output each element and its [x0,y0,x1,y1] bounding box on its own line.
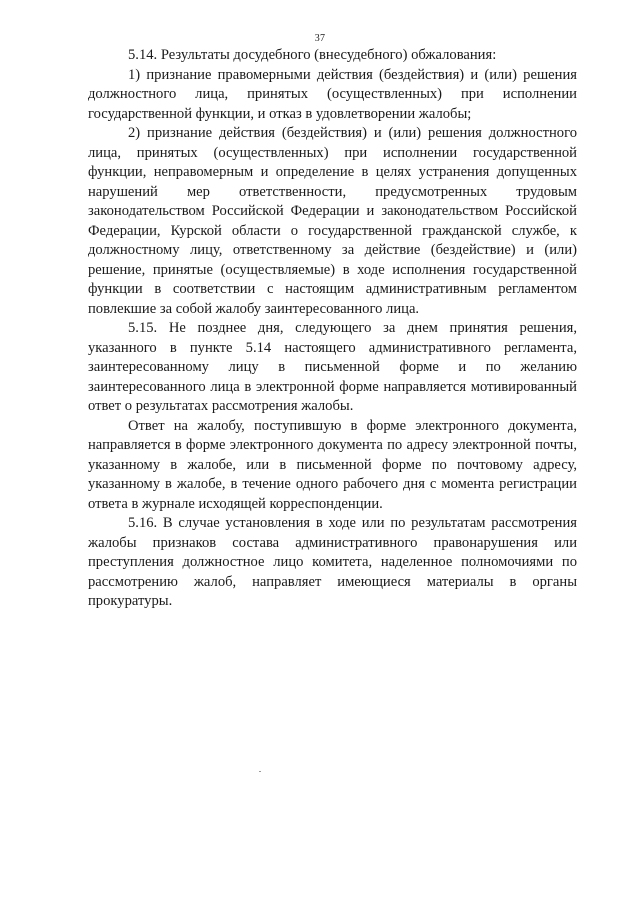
paragraph-response-delivery: Ответ на жалобу, поступившую в форме электронного документа, направляется в форме электронного документа по адресу электронной почты, указанному в жалобе, или в письменной форме по почтовому адресу, указанному в жалобе, в течение одного рабочего дня с момента регистрации ответа в журнале исходящей корреспонденции. [88,417,577,512]
page-number: 37 [314,33,326,44]
scan-speck [259,771,261,772]
paragraph-5-15: 5.15. Не позднее дня, следующего за днем принятия решения, указанного в пункте 5.14 настоящего административного регламента, заинтересованному лицу в письменной форме и по желанию заинтересованного лица в электронной форме направляется мотивированный ответ о результатах рассмотрения жалобы. [88,320,577,414]
document-body [88,46,577,612]
paragraph-5-14-heading: 5.14. Результаты досудебного (внесудебного) обжалования: [128,47,497,63]
paragraph-5-14-item-1: 1) признание правомерными действия (бездействия) и (или) решения должностного лица, принятых (осуществленных) при исполнении государственной функции, и отказ в удовлетворении жалобы; [88,66,577,122]
paragraph-5-16: 5.16. В случае установления в ходе или по результатам рассмотрения жалобы признаков состава административного правонарушения или преступления должностное лицо комитета, наделенное полномочиями по рассмотрению жалоб, направляет имеющиеся материалы в органы прокуратуры. [88,515,577,609]
paragraph-5-14-item-2: 2) признание действия (бездействия) и (или) решения должностного лица, принятых (осуществленных) при исполнении государственной функции, неправомерным и определение в целях устранения допущенных нарушений мер ответственности, предусмотренных трудовым законодательством Российской Федерации и законодательством Российской Федерации, Курской области о государственной гражданской службе, к должностному лицу, ответственному за действие (бездействие) и (или) решение, принятые (осуществляемые) в ходе исполнения государственной функции в соответствии с настоящим административным регламентом повлекшие за собой жалобу заинтересованного лица. [88,125,577,317]
